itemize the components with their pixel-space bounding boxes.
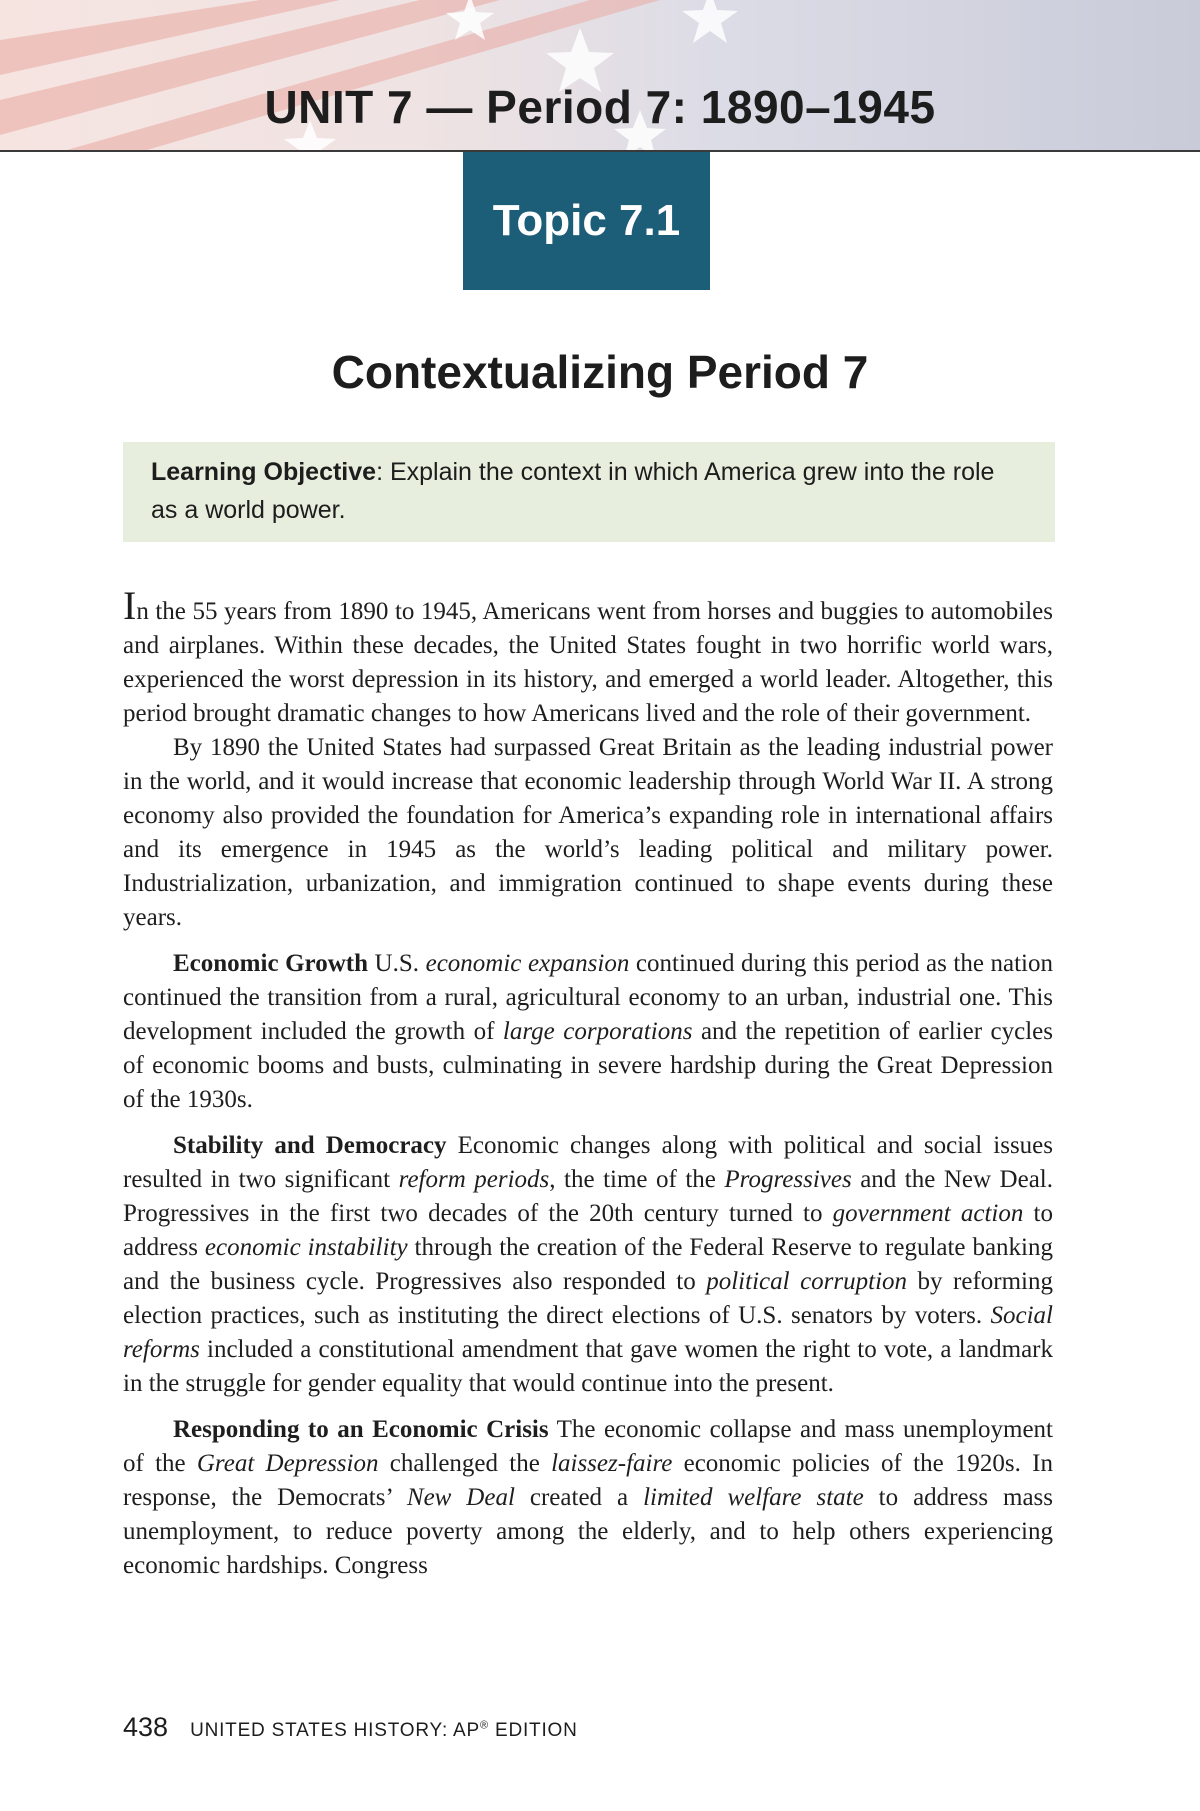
body-text: [123, 583, 1054, 1583]
book-title: [190, 1720, 578, 1741]
key-term: Social reforms: [123, 1302, 1053, 1363]
section-heading: Economic Growth: [173, 950, 368, 977]
key-term: economic expansion: [425, 950, 630, 977]
key-term: government action: [832, 1200, 1024, 1227]
key-term: reform periods: [398, 1166, 550, 1193]
paragraph-economic-crisis: [123, 1413, 1053, 1583]
paragraph-text: to address mass unemployment, to reduce poverty among the elderly, and to help others experiencing economic hardships. Congress: [123, 1484, 1054, 1579]
section-heading: Stability and Democracy: [173, 1132, 447, 1159]
page-footer: [123, 1712, 578, 1743]
paragraph-text: and the New Deal. Progressives in the first two decades of the 20th century turned to: [123, 1166, 1054, 1227]
paragraph-text: challenged the: [378, 1450, 552, 1477]
paragraph-text: created a: [514, 1484, 644, 1511]
paragraph-stability-democracy: [123, 1129, 1053, 1401]
learning-objective-text: : Explain the context in which America grew into the role as a world power.: [151, 458, 995, 524]
key-term: Progressives: [724, 1166, 852, 1193]
paragraph-text: included a constitutional amendment that gave women the right to vote, a landmark in the struggle for gender equality that would continue into the present.: [123, 1336, 1053, 1397]
learning-objective-label: Learning Objective: [151, 458, 377, 486]
paragraph-text: through the creation of the Federal Reserve to regulate banking and the business cycle. Progressives also responded to: [123, 1234, 1053, 1295]
paragraph-text: to address: [123, 1200, 1053, 1261]
paragraph-industrial-power: [123, 731, 1053, 935]
paragraph-text: and the repetition of earlier cycles of economic booms and busts, culminating in severe hardship during the Great Depression of the 1930s.: [123, 1018, 1053, 1113]
paragraph-text: by reforming election practices, such as instituting the direct elections of U.S. senators by voters.: [123, 1268, 1053, 1329]
paragraph-text: The economic collapse and mass unemployment of the: [123, 1416, 1053, 1477]
paragraph-text: Economic changes along with political and social issues resulted in two significant: [123, 1132, 1053, 1193]
unit-title: UNIT 7 — Period 7: 1890–1945: [264, 81, 936, 133]
book-title-text: UNITED STATES HISTORY: AP: [190, 1720, 480, 1741]
key-term: laissez-faire: [551, 1450, 673, 1477]
paragraph-text: economic policies of the 1920s. In response, the Democrats’: [123, 1450, 1053, 1511]
paragraph-economic-growth: [123, 947, 1053, 1117]
book-edition: EDITION: [488, 1720, 578, 1741]
registered-mark: ®: [480, 1719, 489, 1732]
topic-tab: [463, 152, 710, 290]
key-term: large corporations: [502, 1018, 693, 1045]
paragraph-text: By 1890 the United States had surpassed Great Britain as the leading industrial power in the world, and it would increase that economic leadership through World War II. A strong economy also provided the foundation for America’s expanding role in international affairs and its emergence in 1945 as the world’s leading political and military power. Industrialization, urbanization, and immigration continued to shape events during these years.: [123, 734, 1053, 931]
paragraph-text: U.S.: [367, 950, 426, 977]
key-term: New Deal: [406, 1484, 515, 1511]
key-term: limited welfare state: [643, 1484, 864, 1511]
paragraph-text: n the 55 years from 1890 to 1945, Americans went from horses and buggies to automobiles and airplanes. Within these decades, the United States fought in two horrific world wars, experienced the worst depression in its history, and emerged a world leader. Altogether, this period brought dramatic changes to how Americans lived and the role of their government.: [123, 598, 1053, 727]
drop-cap: I: [123, 583, 137, 628]
unit-banner: [0, 0, 1200, 152]
paragraph-intro: [123, 583, 1053, 731]
paragraph-text: continued during this period as the nation continued the transition from a rural, agricultural economy to an urban, industrial one. This development included the growth of: [123, 950, 1054, 1045]
star-icon: [682, 0, 738, 43]
key-term: economic instability: [204, 1234, 408, 1261]
paragraph-text: , the time of the: [549, 1166, 725, 1193]
key-term: Great Depression: [196, 1450, 379, 1477]
page-title: Contextualizing Period 7: [331, 346, 869, 398]
learning-objective-box: [123, 442, 1055, 542]
topic-label: Topic 7.1: [492, 196, 681, 245]
section-heading: Responding to an Economic Crisis: [173, 1416, 549, 1443]
key-term: political corruption: [706, 1268, 908, 1295]
page-number: 438: [123, 1712, 169, 1742]
